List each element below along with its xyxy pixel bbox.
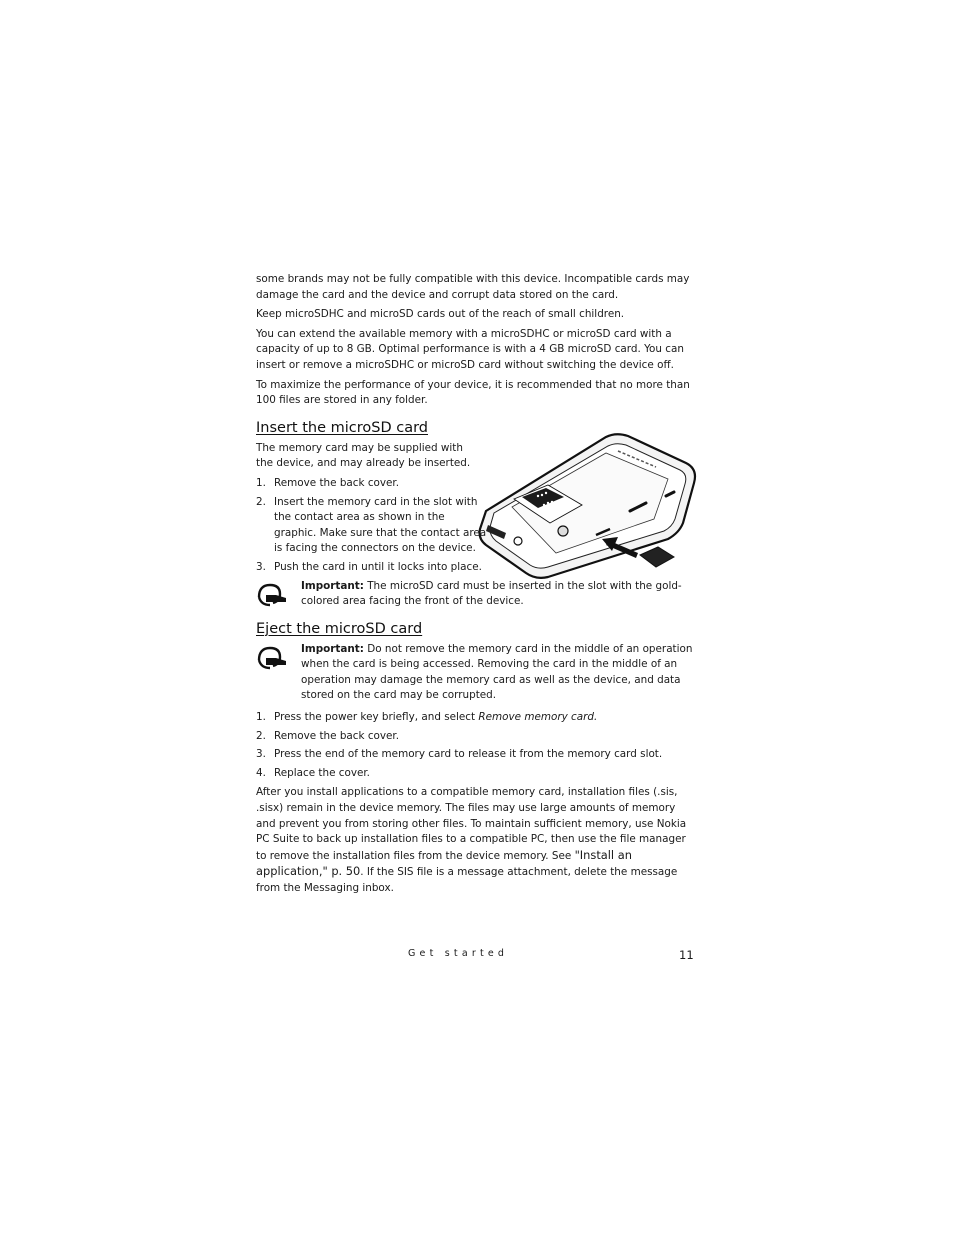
step-number: 3. bbox=[256, 748, 266, 761]
important-label: Important: bbox=[301, 579, 364, 592]
after-install-paragraph bbox=[256, 785, 696, 896]
list-item bbox=[256, 560, 696, 576]
step-text-end: . bbox=[594, 711, 598, 724]
step-text: Press the end of the memory card to release it from the memory card slot. bbox=[274, 748, 663, 761]
list-item bbox=[256, 476, 489, 492]
important-label: Important: bbox=[301, 642, 364, 655]
step-text: Insert the memory card in the slot with the contact area as shown in the graphic. Make sure that the contact area is facing the connectors on the device. bbox=[274, 495, 487, 555]
step-number: 2. bbox=[256, 495, 266, 508]
step-text: Replace the cover. bbox=[274, 766, 370, 779]
important-hand-icon bbox=[256, 581, 292, 607]
after-text-end: . If the SIS file is a message attachment, delete the message from the Messaging inbox. bbox=[256, 866, 678, 894]
insert-section bbox=[256, 441, 696, 576]
page-content bbox=[256, 272, 696, 897]
footer-section-title: Get started bbox=[408, 948, 509, 959]
list-item bbox=[256, 729, 696, 745]
step-text: Remove the back cover. bbox=[274, 729, 400, 742]
step-number: 4. bbox=[256, 766, 266, 779]
step-text: Press the power key briefly, and select bbox=[274, 711, 479, 724]
important-text: The microSD card must be inserted in the slot with the gold-colored area facing the front of the device. bbox=[301, 579, 682, 608]
menu-option-remove-memory-card: Remove memory card bbox=[478, 711, 594, 724]
list-item bbox=[256, 710, 696, 726]
eject-important-note bbox=[256, 642, 696, 704]
step-number: 2. bbox=[256, 729, 266, 742]
intro-paragraph-3: You can extend the available memory with a microSDHC or microSD card with a capacity of up to 8 GB. Optimal performance is with a 4 GB microSD card. You can insert or remove a microSDHC or microSD card without switching the device off. bbox=[256, 327, 684, 371]
important-hand-icon bbox=[256, 644, 292, 670]
cross-reference-link[interactable]: "Install an application," p. 50 bbox=[256, 847, 632, 879]
intro-paragraph-4: To maximize the performance of your device, it is recommended that no more than 100 files are stored in any folder. bbox=[256, 378, 690, 407]
important-text: Do not remove the memory card in the middle of an operation when the card is being accessed. Removing the card in the middle of an operation may damage the memory card as well as the device, and data stored on the card may be corrupted. bbox=[301, 642, 693, 702]
page-number: 11 bbox=[679, 948, 694, 962]
intro-paragraph-2: Keep microSDHC and microSD cards out of the reach of small children. bbox=[256, 308, 625, 321]
step-text: Push the card in until it locks into place. bbox=[274, 560, 482, 573]
step-text: Remove the back cover. bbox=[274, 476, 400, 489]
list-item bbox=[256, 766, 696, 782]
step-number: 3. bbox=[256, 560, 266, 573]
list-item bbox=[256, 747, 696, 763]
step-number: 1. bbox=[256, 711, 266, 724]
step-number: 1. bbox=[256, 476, 266, 489]
insert-important-note bbox=[256, 579, 696, 610]
intro-paragraph-1: some brands may not be fully compatible with this device. Incompatible cards may damage the card and the device and corrupt data stored on the card. bbox=[256, 273, 690, 301]
eject-heading: Eject the microSD card bbox=[256, 620, 423, 637]
list-item bbox=[256, 495, 489, 557]
device-memory-card-illustration bbox=[478, 433, 698, 579]
insert-heading: Insert the microSD card bbox=[256, 419, 428, 436]
eject-steps bbox=[256, 710, 696, 781]
after-text-start: After you install applications to a compatible memory card, installation files (.sis, .sisx) remain in the device memory. The files may use large amounts of memory and prevent you from storing other files. To maintain sufficient memory, use Nokia PC Suite to back up installation files to a compatible PC, then use the file manager to remove the installation files from the device memory. See bbox=[256, 786, 687, 862]
insert-intro: The memory card may be supplied with the device, and may already be inserted. bbox=[256, 441, 471, 470]
